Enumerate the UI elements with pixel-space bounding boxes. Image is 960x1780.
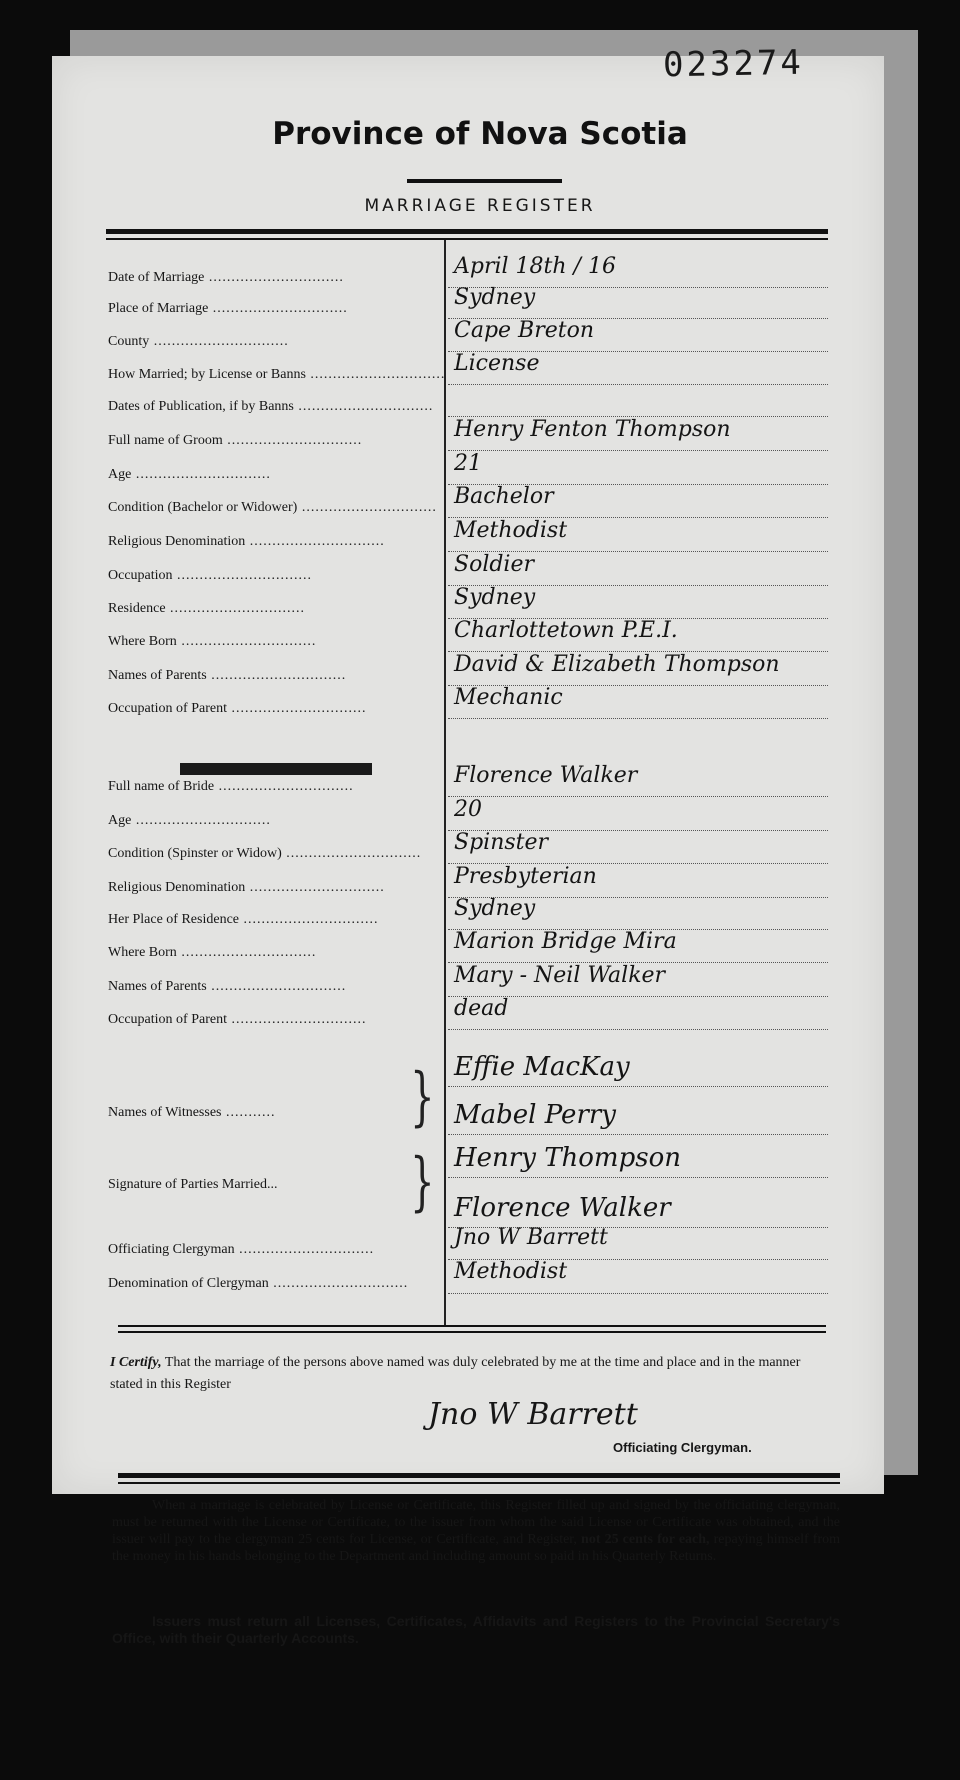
field-label: Date of Marriage .............................. bbox=[108, 270, 344, 285]
field-label-text: Religious Denomination bbox=[108, 880, 246, 895]
handwritten-entry: 20 bbox=[454, 797, 482, 822]
certify-rule bbox=[118, 1325, 826, 1327]
field-label: Condition (Bachelor or Widower) .............................. bbox=[108, 500, 437, 515]
header-rule-thin bbox=[106, 238, 828, 240]
entry-line bbox=[448, 450, 828, 451]
entry-line bbox=[448, 796, 828, 797]
witness-name: Effie MacKay bbox=[454, 1052, 630, 1082]
field-label: Officiating Clergyman .............................. bbox=[108, 1242, 375, 1257]
handwritten-entry: Henry Fenton Thompson bbox=[454, 417, 731, 442]
handwritten-entry: Sydney bbox=[454, 585, 536, 610]
handwritten-entry: Mechanic bbox=[454, 685, 563, 710]
notice-part1: When a marriage is celebrated by License or Certificate, this Register filled up and signed by the officiating clergyman, must be returned with the License or Certificate, to the issuer from whom the said License or Certificate was obtained, and the issuer will pay to the clergyman 25 cents for License, or Certificate, and Register, bbox=[112, 1498, 840, 1547]
entry-line bbox=[448, 1177, 828, 1178]
notice-part2: repaying himself from the money in his hands belonging to the Department and including amount so paid in his Quarterly Returns. bbox=[112, 1532, 841, 1564]
certification-text bbox=[110, 1352, 810, 1396]
witnesses-label: Names of Witnesses ........... bbox=[108, 1105, 276, 1120]
field-label-text: Officiating Clergyman bbox=[108, 1242, 235, 1257]
notice-bold: not 25 cents for each, bbox=[581, 1532, 710, 1547]
field-label-text: Occupation of Parent bbox=[108, 1012, 227, 1027]
field-label: Condition (Spinster or Widow) .............................. bbox=[108, 846, 422, 861]
field-label-text: Date of Marriage bbox=[108, 270, 205, 285]
field-label-text: Age bbox=[108, 813, 132, 828]
handwritten-entry: April 18th / 16 bbox=[454, 254, 616, 279]
notice-rule bbox=[118, 1473, 840, 1478]
handwritten-entry: Soldier bbox=[454, 552, 535, 577]
witness-name: Mabel Perry bbox=[454, 1100, 616, 1130]
field-label: Where Born .............................. bbox=[108, 634, 317, 649]
handwritten-entry: Charlottetown P.E.I. bbox=[454, 618, 678, 643]
field-label: Place of Marriage .............................. bbox=[108, 301, 348, 316]
handwritten-entry: David & Elizabeth Thompson bbox=[454, 652, 780, 677]
signature-brace: } bbox=[410, 1145, 435, 1219]
field-label-text: Residence bbox=[108, 601, 166, 616]
handwritten-entry: Mary - Neil Walker bbox=[454, 963, 666, 988]
return-instructions bbox=[112, 1497, 840, 1565]
field-label: Where Born .............................. bbox=[108, 945, 317, 960]
field-label: County .............................. bbox=[108, 334, 289, 349]
field-label-text: Age bbox=[108, 467, 132, 482]
entry-line bbox=[448, 1134, 828, 1135]
issuers-instructions: Issuers must return all Licenses, Certificates, Affidavits and Registers to the Provincial Secretary's Office, with their Quarterly Accounts. bbox=[112, 1613, 840, 1646]
certify-lead: I Certify, bbox=[110, 1355, 162, 1370]
certify-rule-2 bbox=[118, 1331, 826, 1333]
entry-line bbox=[448, 1029, 828, 1030]
field-label: Residence .............................. bbox=[108, 601, 306, 616]
field-label: Names of Parents .............................. bbox=[108, 979, 347, 994]
handwritten-entry: Cape Breton bbox=[454, 318, 595, 343]
witnesses-label-text: Names of Witnesses bbox=[108, 1105, 222, 1120]
form-title: Province of Nova Scotia bbox=[272, 116, 688, 152]
signatures-label bbox=[108, 1177, 278, 1193]
entry-line bbox=[448, 1086, 828, 1087]
handwritten-entry: Spinster bbox=[454, 830, 549, 855]
bride-section-bar bbox=[180, 763, 372, 775]
clergyman-signature: Jno W Barrett bbox=[428, 1397, 638, 1432]
field-label: Dates of Publication, if by Banns .............................. bbox=[108, 399, 434, 414]
entry-line bbox=[448, 1293, 828, 1294]
field-label-text: How Married; by License or Banns bbox=[108, 367, 306, 382]
field-label: Names of Parents .............................. bbox=[108, 668, 347, 683]
column-divider bbox=[444, 240, 446, 1325]
handwritten-entry: License bbox=[454, 351, 540, 376]
handwritten-entry: Bachelor bbox=[454, 484, 554, 509]
handwritten-entry: dead bbox=[454, 996, 509, 1021]
signatures-label-text: Signature of Parties Married... bbox=[108, 1177, 278, 1192]
field-label: Occupation of Parent .............................. bbox=[108, 1012, 367, 1027]
field-label-text: Denomination of Clergyman bbox=[108, 1276, 269, 1291]
handwritten-entry: Presbyterian bbox=[454, 864, 597, 889]
party-signature: Henry Thompson bbox=[454, 1143, 681, 1173]
field-label: Age .............................. bbox=[108, 813, 271, 828]
field-label-text: Where Born bbox=[108, 634, 177, 649]
field-label: Occupation .............................. bbox=[108, 568, 313, 583]
field-label-text: Place of Marriage bbox=[108, 301, 209, 316]
clergyman-signature-label: Officiating Clergyman. bbox=[613, 1440, 752, 1455]
field-label: Religious Denomination .............................. bbox=[108, 880, 385, 895]
entry-line bbox=[448, 384, 828, 385]
field-label-text: Occupation of Parent bbox=[108, 701, 227, 716]
field-label: Religious Denomination .............................. bbox=[108, 534, 385, 549]
field-label: Age .............................. bbox=[108, 467, 271, 482]
handwritten-entry: Marion Bridge Mira bbox=[454, 929, 677, 954]
entry-line bbox=[448, 718, 828, 719]
field-label-text: Condition (Bachelor or Widower) bbox=[108, 500, 298, 515]
field-label-text: Names of Parents bbox=[108, 979, 207, 994]
field-label-text: County bbox=[108, 334, 150, 349]
handwritten-entry: Jno W Barrett bbox=[454, 1225, 608, 1250]
field-label-text: Religious Denomination bbox=[108, 534, 246, 549]
handwritten-entry: Sydney bbox=[454, 896, 536, 921]
witness-brace: } bbox=[410, 1060, 435, 1134]
handwritten-entry: 21 bbox=[454, 451, 482, 476]
handwritten-entry: Sydney bbox=[454, 285, 536, 310]
field-label-text: Occupation bbox=[108, 568, 173, 583]
serial-number: 023274 bbox=[662, 42, 805, 86]
title-underline bbox=[407, 179, 562, 183]
field-label-text: Condition (Spinster or Widow) bbox=[108, 846, 282, 861]
field-label: Occupation of Parent .............................. bbox=[108, 701, 367, 716]
field-label-text: Full name of Groom bbox=[108, 433, 223, 448]
handwritten-entry: Methodist bbox=[454, 518, 568, 543]
field-label: Full name of Bride .............................. bbox=[108, 779, 354, 794]
certify-body: That the marriage of the persons above named was duly celebrated by me at the time and place and in the manner stated in this Register bbox=[110, 1355, 801, 1392]
field-label: Her Place of Residence .............................. bbox=[108, 912, 379, 927]
field-label-text: Dates of Publication, if by Banns bbox=[108, 399, 294, 414]
field-label-text: Her Place of Residence bbox=[108, 912, 239, 927]
form-subtitle: MARRIAGE REGISTER bbox=[364, 196, 596, 216]
party-signature: Florence Walker bbox=[454, 1193, 671, 1223]
field-label: Full name of Groom .............................. bbox=[108, 433, 363, 448]
handwritten-entry: Florence Walker bbox=[454, 763, 638, 788]
notice-rule-thin bbox=[118, 1482, 840, 1484]
handwritten-entry: Methodist bbox=[454, 1259, 568, 1284]
field-label-text: Names of Parents bbox=[108, 668, 207, 683]
field-label: How Married; by License or Banns .............................. bbox=[108, 367, 446, 382]
header-rule bbox=[106, 229, 828, 234]
field-label-text: Full name of Bride bbox=[108, 779, 215, 794]
field-label: Denomination of Clergyman .............................. bbox=[108, 1276, 409, 1291]
field-label-text: Where Born bbox=[108, 945, 177, 960]
